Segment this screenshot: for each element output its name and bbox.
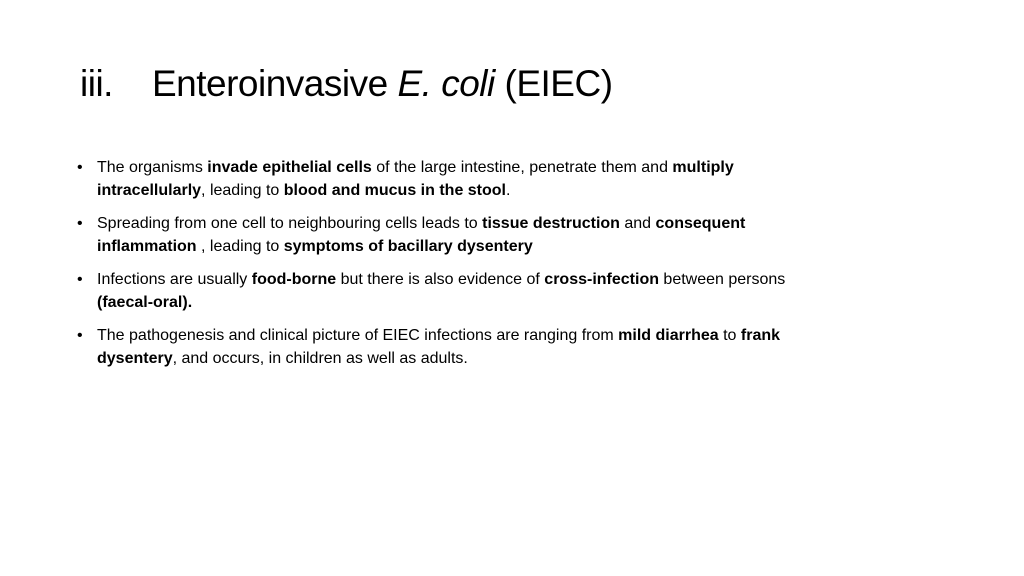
- body-text: Infections are usually: [97, 271, 252, 288]
- bullet-item: [77, 325, 807, 370]
- title-italic: E. coli: [397, 63, 495, 104]
- title-suffix: (EIEC): [494, 63, 613, 104]
- bold-text: tissue destruction: [482, 215, 620, 232]
- bold-text: invade epithelial cells: [207, 159, 372, 176]
- bold-text: food-borne: [251, 271, 337, 288]
- bullet-marker: •: [77, 215, 83, 232]
- bold-text: blood and mucus in the stool: [283, 181, 506, 199]
- body-text: The organisms: [97, 159, 208, 176]
- bullet-marker: •: [77, 159, 83, 176]
- body-text: between persons: [658, 271, 786, 288]
- bullet-item: [77, 269, 807, 314]
- bullet-marker: •: [77, 271, 83, 288]
- body-text: but there is also evidence of: [336, 271, 545, 288]
- bullet-item: [77, 157, 807, 202]
- body-text: .: [506, 181, 511, 199]
- body-text: , and occurs, in children as well as adults.: [172, 349, 468, 367]
- body-text: of the large intestine, penetrate them and: [371, 159, 673, 176]
- bullet-list: [77, 157, 807, 381]
- bold-text: cross-infection: [544, 271, 659, 288]
- slide-title: [80, 60, 613, 108]
- bold-text: consequent inflammation: [97, 215, 746, 255]
- bold-text: symptoms of bacillary dysentery: [283, 237, 533, 255]
- bold-text: (faecal-oral).: [97, 293, 193, 311]
- bold-text: mild diarrhea: [618, 327, 719, 344]
- bold-text: multiply intracellularly: [97, 159, 734, 199]
- body-text: to: [718, 327, 741, 344]
- bullet-item: [77, 213, 807, 258]
- body-text: The pathogenesis and clinical picture of EIEC infections are ranging from: [97, 327, 619, 344]
- bullet-marker: •: [77, 327, 83, 344]
- body-text: , leading to: [201, 181, 284, 199]
- title-prefix: Enteroinvasive: [152, 63, 398, 104]
- body-text: , leading to: [196, 237, 284, 255]
- body-text: Spreading from one cell to neighbouring cells leads to: [97, 215, 483, 232]
- bold-text: frank dysentery: [97, 327, 781, 367]
- body-text: and: [619, 215, 656, 232]
- title-number: iii.: [80, 63, 113, 104]
